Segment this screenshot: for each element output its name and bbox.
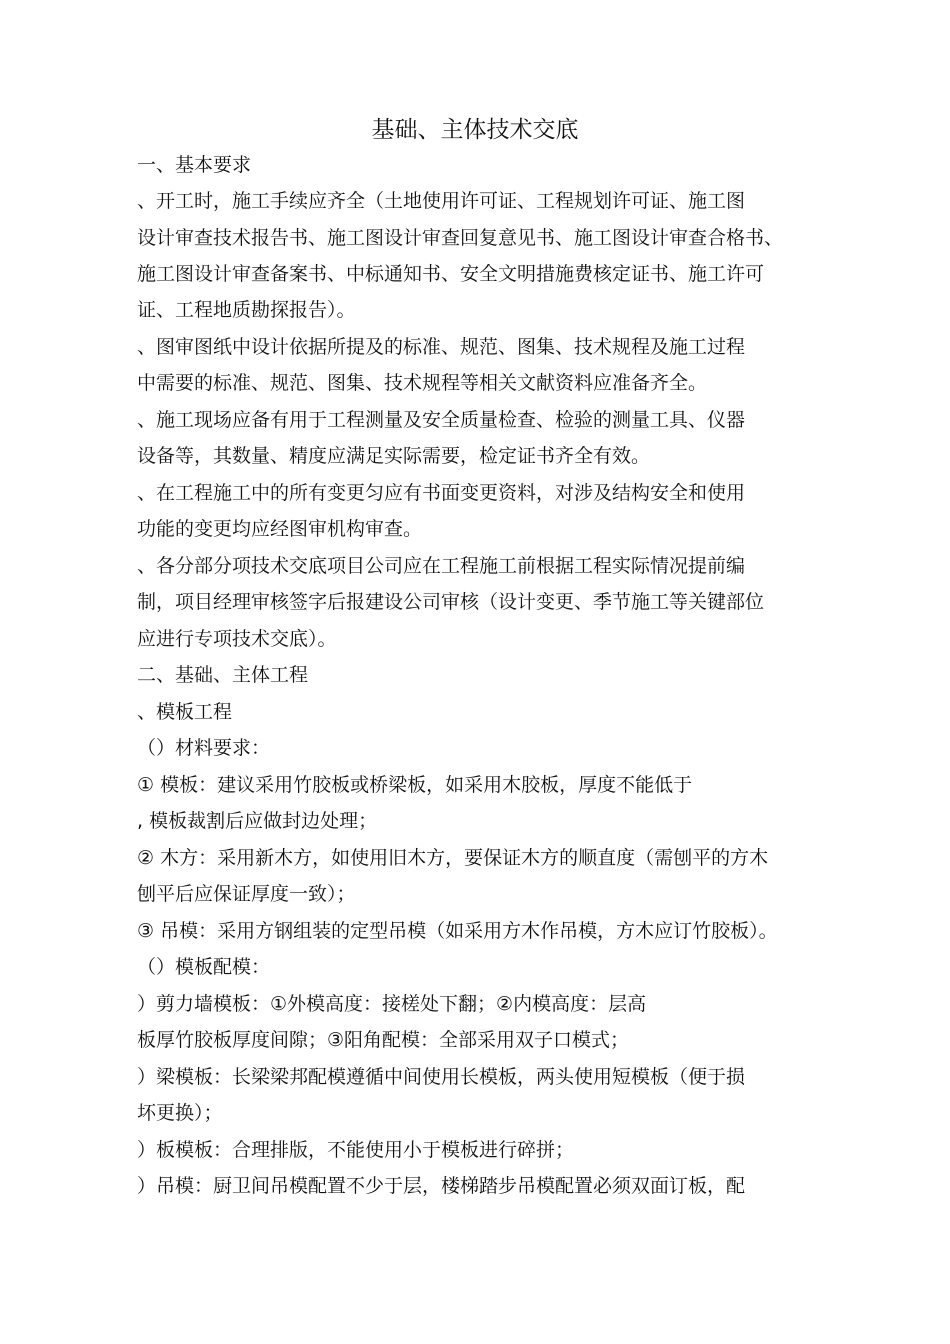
paragraph-line: 、开工时，施工手续应齐全（土地使用许可证、工程规划许可证、施工图 xyxy=(137,190,746,212)
paragraph-line: 设备等，其数量、精度应满足实际需要，检定证书齐全有效。 xyxy=(137,445,651,467)
paragraph-line: , 模板裁割后应做封边处理； xyxy=(137,810,378,832)
paragraph-line: 、在工程施工中的所有变更匀应有书面变更资料，对涉及结构安全和使用 xyxy=(137,482,746,504)
list-item: ① 模板：建议采用竹胶板或桥梁板，如采用木胶板，厚度不能低于 xyxy=(137,774,693,796)
list-item: ）梁模板：长梁梁邦配模遵循中间使用长模板，两头使用短模板（便于损 xyxy=(137,1066,746,1088)
subsection-heading: （）材料要求： xyxy=(137,737,271,759)
paragraph-line: 板厚竹胶板厚度间隙；③阳角配模：全部采用双子口模式； xyxy=(137,1029,630,1051)
paragraph-line: 应进行专项技术交底）。 xyxy=(137,628,337,650)
paragraph-line: 制，项目经理审核签字后报建设公司审核（设计变更、季节施工等关键部位 xyxy=(137,591,765,613)
section-heading: 二、基础、主体工程 xyxy=(137,664,309,686)
paragraph-line: 设计审查技术报告书、施工图设计审查回复意见书、施工图设计审查合格书、 xyxy=(137,227,784,249)
list-item: ）板模板：合理排版，不能使用小于模板进行碎拼； xyxy=(137,1139,575,1161)
paragraph-line: 、图审图纸中设计依据所提及的标准、规范、图集、技术规程及施工过程 xyxy=(137,336,746,358)
paragraph-line: 刨平后应保证厚度一致）； xyxy=(137,883,356,905)
paragraph-line: 、施工现场应备有用于工程测量及安全质量检查、检验的测量工具、仪器 xyxy=(137,409,746,431)
paragraph-line: 坏更换）； xyxy=(137,1102,223,1124)
subsection-heading: （）模板配模： xyxy=(137,956,271,978)
list-item: ③ 吊模：采用方钢组装的定型吊模（如采用方木作吊模，方木应订竹胶板）。 xyxy=(137,920,778,942)
paragraph-line: 功能的变更均应经图审机构审查。 xyxy=(137,518,423,540)
paragraph-line: 中需要的标准、规范、图集、技术规程等相关文献资料应准备齐全。 xyxy=(137,372,708,394)
list-item: ）剪力墙模板：①外模高度：接槎处下翻；②内模高度：层高 xyxy=(137,993,647,1015)
paragraph-line: 证、工程地质勘探报告）。 xyxy=(137,299,356,321)
section-heading: 一、基本要求 xyxy=(137,154,252,176)
list-item: ② 木方：采用新木方，如使用旧木方，要保证木方的顺直度（需刨平的方木 xyxy=(137,847,769,869)
paragraph-line: 、各分部分项技术交底项目公司应在工程施工前根据工程实际情况提前编 xyxy=(137,555,746,577)
list-item: ）吊模：厨卫间吊模配置不少于层，楼梯踏步吊模配置必须双面订板，配 xyxy=(137,1175,746,1197)
paragraph-line: 施工图设计审查备案书、中标通知书、安全文明措施费核定证书、施工许可 xyxy=(137,263,765,285)
subsection-heading: 、模板工程 xyxy=(137,701,233,723)
page-title: 基础、主体技术交底 xyxy=(371,117,579,143)
